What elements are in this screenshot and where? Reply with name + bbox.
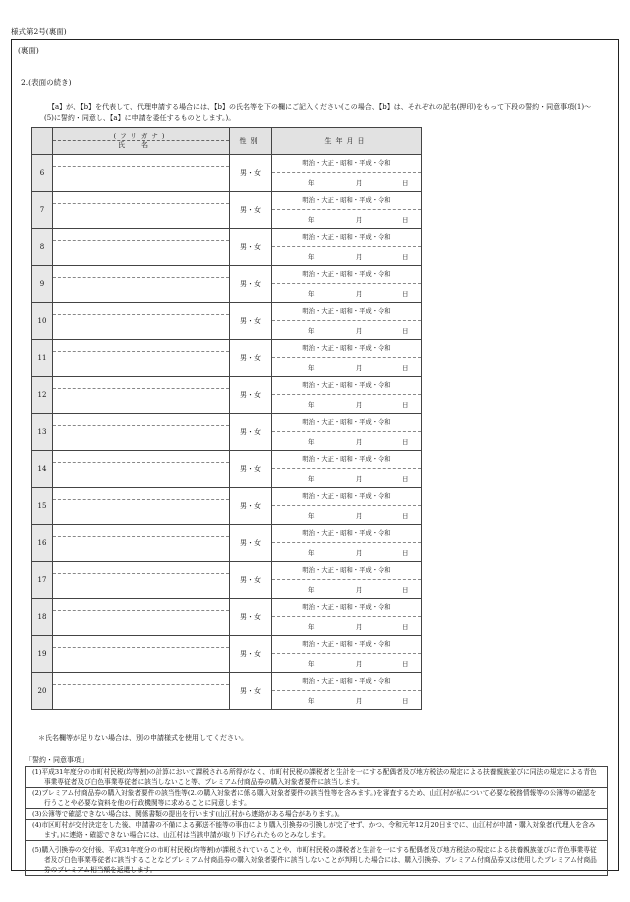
consent-box bbox=[25, 766, 608, 876]
name-field[interactable] bbox=[53, 525, 230, 562]
birthdate-field[interactable] bbox=[272, 451, 422, 488]
month-label: 月 bbox=[356, 623, 363, 631]
birthdate-field[interactable] bbox=[272, 488, 422, 525]
consent-item: (4)市区町村が交付決定をした後、申請書の不備による郵送不能等の事由により購入引換券の引換しが完了せず、かつ、令和元年12月20日までに、山江村が申請・購入対象者(代理人を含みます。)に連絡・確認できない場合には、山江村は当該申請が取り下げられたものとみなします。 bbox=[26, 820, 607, 841]
furigana-divider bbox=[53, 536, 229, 537]
era-options: 明治・大正・昭和・平成・令和 bbox=[272, 229, 421, 247]
furigana-divider bbox=[53, 462, 229, 463]
table-row bbox=[32, 155, 422, 192]
consent-item: (3)公簿等で確認できない場合は、関係書類の提出を行います(山江村から連絡がある場合があります。)。 bbox=[26, 809, 607, 820]
birthdate-field[interactable] bbox=[272, 155, 422, 192]
date-line bbox=[272, 210, 421, 228]
table-header bbox=[32, 128, 422, 155]
year-label: 年 bbox=[308, 253, 315, 261]
date-line bbox=[272, 617, 421, 635]
era-options: 明治・大正・昭和・平成・令和 bbox=[272, 340, 421, 358]
table-row bbox=[32, 488, 422, 525]
furigana-divider bbox=[53, 351, 229, 352]
date-line bbox=[272, 247, 421, 265]
name-field[interactable] bbox=[53, 377, 230, 414]
month-label: 月 bbox=[356, 438, 363, 446]
gender-select[interactable]: 男・女 bbox=[230, 636, 272, 673]
year-label: 年 bbox=[308, 290, 315, 298]
furigana-divider bbox=[53, 166, 229, 167]
gender-select[interactable]: 男・女 bbox=[230, 488, 272, 525]
row-number: 19 bbox=[32, 636, 53, 673]
furigana-divider bbox=[53, 684, 229, 685]
birthdate-field[interactable] bbox=[272, 562, 422, 599]
row-number: 7 bbox=[32, 192, 53, 229]
row-number: 15 bbox=[32, 488, 53, 525]
gender-select[interactable]: 男・女 bbox=[230, 266, 272, 303]
table-row bbox=[32, 451, 422, 488]
intro-text: 【a】が、【b】を代表して、代理申請する場合には、【b】の氏名等を下の欄にご記入ください(この場合、【b】は、それぞれの記名(押印)をもって下段の誓約・同意事項(1)～(5)に誓約・同意し、【a】に申請を委任するものとします。)。 bbox=[44, 103, 592, 122]
furigana-divider bbox=[53, 277, 229, 278]
year-label: 年 bbox=[308, 179, 315, 187]
month-label: 月 bbox=[356, 512, 363, 520]
furigana-header: (フリガナ) bbox=[53, 132, 229, 141]
gender-select[interactable]: 男・女 bbox=[230, 303, 272, 340]
row-number: 11 bbox=[32, 340, 53, 377]
table-row bbox=[32, 377, 422, 414]
gender-select[interactable]: 男・女 bbox=[230, 414, 272, 451]
day-label: 日 bbox=[402, 253, 409, 261]
month-label: 月 bbox=[356, 179, 363, 187]
year-label: 年 bbox=[308, 512, 315, 520]
table-row bbox=[32, 266, 422, 303]
date-line bbox=[272, 173, 421, 191]
day-label: 日 bbox=[402, 586, 409, 594]
birthdate-field[interactable] bbox=[272, 303, 422, 340]
birthdate-field[interactable] bbox=[272, 525, 422, 562]
day-label: 日 bbox=[402, 216, 409, 224]
era-options: 明治・大正・昭和・平成・令和 bbox=[272, 451, 421, 469]
day-label: 日 bbox=[402, 364, 409, 372]
year-label: 年 bbox=[308, 216, 315, 224]
table-row bbox=[32, 673, 422, 710]
registration-table bbox=[31, 127, 422, 710]
birthdate-field[interactable] bbox=[272, 266, 422, 303]
birthdate-field[interactable] bbox=[272, 414, 422, 451]
year-label: 年 bbox=[308, 586, 315, 594]
header-blank bbox=[32, 128, 53, 155]
date-line bbox=[272, 358, 421, 376]
table-row bbox=[32, 340, 422, 377]
consent-title: 「誓約・同意事項」 bbox=[25, 756, 88, 764]
table-row bbox=[32, 414, 422, 451]
day-label: 日 bbox=[402, 512, 409, 520]
day-label: 日 bbox=[402, 697, 409, 705]
header-name bbox=[53, 128, 230, 155]
table-row bbox=[32, 303, 422, 340]
gender-header: 性別 bbox=[230, 128, 272, 155]
row-number: 9 bbox=[32, 266, 53, 303]
gender-select[interactable]: 男・女 bbox=[230, 451, 272, 488]
year-label: 年 bbox=[308, 327, 315, 335]
gender-select[interactable]: 男・女 bbox=[230, 229, 272, 266]
era-options: 明治・大正・昭和・平成・令和 bbox=[272, 414, 421, 432]
month-label: 月 bbox=[356, 216, 363, 224]
month-label: 月 bbox=[356, 401, 363, 409]
gender-select[interactable]: 男・女 bbox=[230, 377, 272, 414]
date-line bbox=[272, 580, 421, 598]
date-line bbox=[272, 432, 421, 450]
form-label: 様式第2号(裏面) bbox=[11, 27, 67, 36]
form-frame bbox=[11, 39, 619, 874]
month-label: 月 bbox=[356, 586, 363, 594]
month-label: 月 bbox=[356, 475, 363, 483]
era-options: 明治・大正・昭和・平成・令和 bbox=[272, 525, 421, 543]
year-label: 年 bbox=[308, 623, 315, 631]
birthdate-field[interactable] bbox=[272, 340, 422, 377]
table-row bbox=[32, 636, 422, 673]
furigana-divider bbox=[53, 388, 229, 389]
furigana-divider bbox=[53, 240, 229, 241]
date-line bbox=[272, 395, 421, 413]
birthdate-field[interactable] bbox=[272, 377, 422, 414]
name-field[interactable] bbox=[53, 673, 230, 710]
gender-select[interactable]: 男・女 bbox=[230, 599, 272, 636]
era-options: 明治・大正・昭和・平成・令和 bbox=[272, 155, 421, 173]
name-header: 氏名 bbox=[118, 141, 164, 149]
name-field[interactable] bbox=[53, 488, 230, 525]
era-options: 明治・大正・昭和・平成・令和 bbox=[272, 673, 421, 691]
era-options: 明治・大正・昭和・平成・令和 bbox=[272, 599, 421, 617]
table-row bbox=[32, 562, 422, 599]
day-label: 日 bbox=[402, 549, 409, 557]
gender-select[interactable]: 男・女 bbox=[230, 340, 272, 377]
date-line bbox=[272, 284, 421, 302]
furigana-divider bbox=[53, 499, 229, 500]
gender-select[interactable]: 男・女 bbox=[230, 155, 272, 192]
consent-item: (1)平成31年度分の市町村民税(均等割)の計算において課税される所得がなく、市町村民税の課税者と生計を一にする配偶者及び地方税法の規定による扶養親族並びに同法の規定による青色事業専従者及び白色事業専従者に該当しないこと等、プレミアム付商品券の購入対象者要件に該当します。 bbox=[26, 767, 607, 788]
day-label: 日 bbox=[402, 660, 409, 668]
year-label: 年 bbox=[308, 697, 315, 705]
era-options: 明治・大正・昭和・平成・令和 bbox=[272, 636, 421, 654]
name-field[interactable] bbox=[53, 303, 230, 340]
furigana-divider bbox=[53, 203, 229, 204]
section-title: 2.(表面の続き) bbox=[21, 78, 72, 87]
table-row bbox=[32, 599, 422, 636]
month-label: 月 bbox=[356, 364, 363, 372]
furigana-divider bbox=[53, 314, 229, 315]
era-options: 明治・大正・昭和・平成・令和 bbox=[272, 488, 421, 506]
furigana-divider bbox=[53, 425, 229, 426]
day-label: 日 bbox=[402, 179, 409, 187]
day-label: 日 bbox=[402, 475, 409, 483]
name-field[interactable] bbox=[53, 340, 230, 377]
birthdate-field[interactable] bbox=[272, 673, 422, 710]
era-options: 明治・大正・昭和・平成・令和 bbox=[272, 377, 421, 395]
row-number: 16 bbox=[32, 525, 53, 562]
month-label: 月 bbox=[356, 327, 363, 335]
row-number: 13 bbox=[32, 414, 53, 451]
name-field[interactable] bbox=[53, 451, 230, 488]
day-label: 日 bbox=[402, 401, 409, 409]
row-number: 8 bbox=[32, 229, 53, 266]
birthdate-field[interactable] bbox=[272, 192, 422, 229]
date-line bbox=[272, 469, 421, 487]
name-field[interactable] bbox=[53, 229, 230, 266]
row-number: 10 bbox=[32, 303, 53, 340]
consent-item: (2)プレミアム付商品券の購入対象者要件の該当性等(2.の購入対象者に係る購入対象者要件の該当性等を含みます。)を審査するため、山江村が私について必要な税務情報等の公簿等の確認を行うことや必要な資料を他の行政機関等に求めることに同意します。 bbox=[26, 788, 607, 809]
month-label: 月 bbox=[356, 549, 363, 557]
month-label: 月 bbox=[356, 253, 363, 261]
year-label: 年 bbox=[308, 364, 315, 372]
gender-select[interactable]: 男・女 bbox=[230, 192, 272, 229]
furigana-divider bbox=[53, 573, 229, 574]
table-row bbox=[32, 192, 422, 229]
name-field[interactable] bbox=[53, 636, 230, 673]
year-label: 年 bbox=[308, 475, 315, 483]
month-label: 月 bbox=[356, 290, 363, 298]
day-label: 日 bbox=[402, 438, 409, 446]
table-row bbox=[32, 525, 422, 562]
month-label: 月 bbox=[356, 660, 363, 668]
row-number: 20 bbox=[32, 673, 53, 710]
month-label: 月 bbox=[356, 697, 363, 705]
side-label: (裏面) bbox=[18, 46, 39, 55]
date-line bbox=[272, 506, 421, 524]
row-number: 17 bbox=[32, 562, 53, 599]
era-options: 明治・大正・昭和・平成・令和 bbox=[272, 303, 421, 321]
name-field[interactable] bbox=[53, 192, 230, 229]
name-field[interactable] bbox=[53, 562, 230, 599]
furigana-divider bbox=[53, 610, 229, 611]
era-options: 明治・大正・昭和・平成・令和 bbox=[272, 562, 421, 580]
birthdate-field[interactable] bbox=[272, 229, 422, 266]
furigana-divider bbox=[53, 647, 229, 648]
table-row bbox=[32, 229, 422, 266]
birthdate-field[interactable] bbox=[272, 636, 422, 673]
row-number: 6 bbox=[32, 155, 53, 192]
date-line bbox=[272, 691, 421, 709]
year-label: 年 bbox=[308, 401, 315, 409]
day-label: 日 bbox=[402, 623, 409, 631]
name-field[interactable] bbox=[53, 599, 230, 636]
name-field[interactable] bbox=[53, 155, 230, 192]
gender-select[interactable]: 男・女 bbox=[230, 673, 272, 710]
gender-select[interactable]: 男・女 bbox=[230, 562, 272, 599]
consent-item: (5)購入引換券の交付後、平成31年度分の市町村民税(均等割)が課税されていることや、市町村民税の課税者と生計を一にする配偶者及び地方税法の規定による扶養親族並びに青色事業専従者及び白色事業専従者に該当することなどプレミアム付商品券の購入対象者要件に該当しないことが判明した場合には、購入引換券、プレミアム付商品券又は使用したプレミアム付商品券のプレミアム相当額を返還します。 bbox=[32, 846, 597, 874]
era-options: 明治・大正・昭和・平成・令和 bbox=[272, 192, 421, 210]
birthdate-field[interactable] bbox=[272, 599, 422, 636]
date-line bbox=[272, 321, 421, 339]
date-line bbox=[272, 543, 421, 561]
day-label: 日 bbox=[402, 290, 409, 298]
row-number: 14 bbox=[32, 451, 53, 488]
year-label: 年 bbox=[308, 438, 315, 446]
day-label: 日 bbox=[402, 327, 409, 335]
date-line bbox=[272, 654, 421, 672]
row-number: 18 bbox=[32, 599, 53, 636]
name-field[interactable] bbox=[53, 414, 230, 451]
birth-header: 生年月日 bbox=[272, 128, 422, 155]
year-label: 年 bbox=[308, 549, 315, 557]
row-number: 12 bbox=[32, 377, 53, 414]
gender-select[interactable]: 男・女 bbox=[230, 525, 272, 562]
overflow-note: ＊氏名欄等が足りない場合は、別の申請様式を使用してください。 bbox=[38, 734, 248, 742]
name-field[interactable] bbox=[53, 266, 230, 303]
year-label: 年 bbox=[308, 660, 315, 668]
era-options: 明治・大正・昭和・平成・令和 bbox=[272, 266, 421, 284]
